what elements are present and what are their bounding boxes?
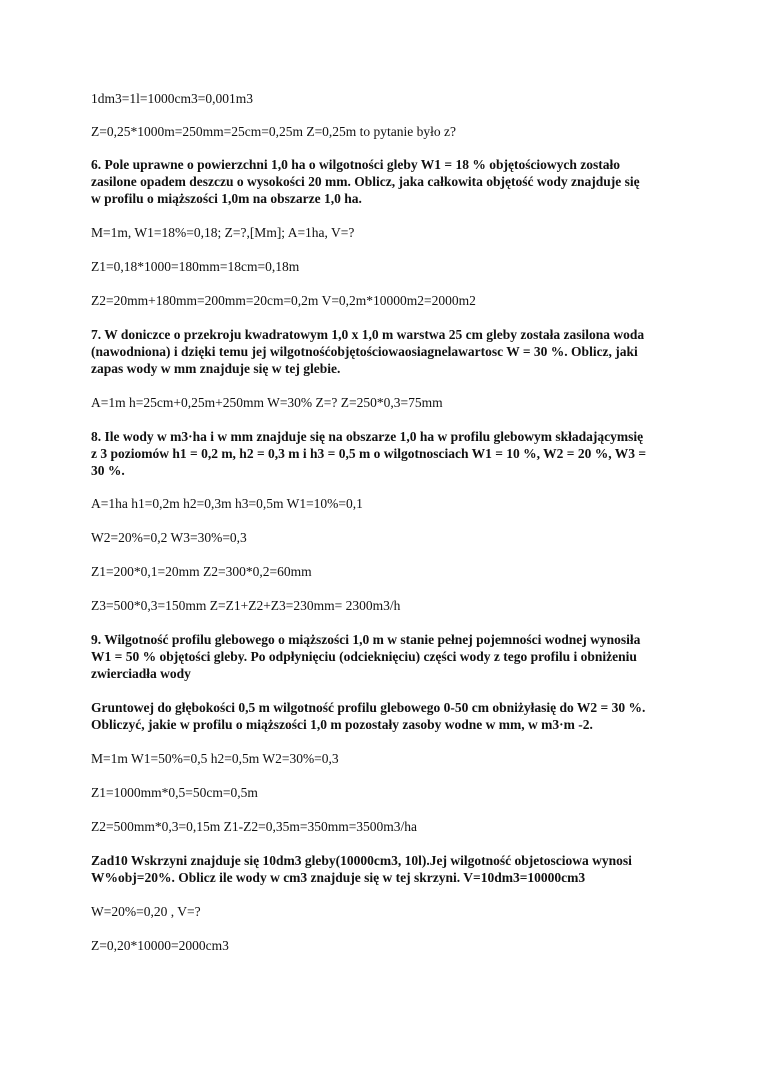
solution-line: Z1=0,18*1000=180mm=18cm=0,18m (91, 259, 300, 274)
problem-9-text: W1 = 50 % objętości gleby. Po odpłynięciu (odcieknięciu) części wody z tego profilu i obniżeniu (91, 649, 637, 664)
problem-7-text: (nawodniona) i dzięki temu jej wilgotnośćobjętościowaosiagnelawartosc W = 30 %. Oblicz, jaki (91, 344, 638, 359)
problem-7-text: zapas wody w mm znajduje się w tej glebie. (91, 361, 341, 376)
problem-9-text: Obliczyć, jakie w profilu o miąższości 1,0 m pozostały zasoby wodne w mm, w m3·m -2. (91, 717, 593, 732)
problem-9-text: Gruntowej do głębokości 0,5 m wilgotność profilu glebowego 0-50 cm obniżyłasię do W2 = 30 %. (91, 700, 646, 715)
problem-8-text: z 3 poziomów h1 = 0,2 m, h2 = 0,3 m i h3 = 0,5 m o wilgotnosciach W1 = 10 %, W2 = 20 %, W3 = (91, 446, 647, 461)
problem-6-text: 6. Pole uprawne o powierzchni 1,0 ha o wilgotności gleby W1 = 18 % objętościowych zostało (91, 157, 621, 172)
solution-line: Z=0,20*10000=2000cm3 (91, 938, 229, 953)
solution-line: W=20%=0,20 , V=? (91, 904, 201, 919)
solution-line: M=1m W1=50%=0,5 h2=0,5m W2=30%=0,3 (91, 751, 339, 766)
problem-6-text: zasilone opadem deszczu o wysokości 20 mm. Oblicz, jaka całkowita objętość wody znajduje się (91, 174, 640, 189)
problem-8-text: 30 %. (91, 463, 125, 478)
solution-line: A=1m h=25cm+0,25m+250mm W=30% Z=? Z=250*0,3=75mm (91, 395, 443, 410)
problem-9-text: zwierciadła wody (91, 666, 191, 681)
problem-7-text: 7. W doniczce o przekroju kwadratowym 1,0 x 1,0 m warstwa 25 cm gleby została zasilona woda (91, 327, 645, 342)
solution-line: A=1ha h1=0,2m h2=0,3m h3=0,5m W1=10%=0,1 (91, 496, 363, 511)
solution-line: W2=20%=0,2 W3=30%=0,3 (91, 530, 247, 545)
problem-10-text: Zad10 Wskrzyni znajduje się 10dm3 gleby(10000cm3, 10l).Jej wilgotność objetosciowa wynosi (91, 853, 632, 868)
text-line: 1dm3=1l=1000cm3=0,001m3 (91, 91, 253, 106)
problem-9-text: 9. Wilgotność profilu glebowego o miąższości 1,0 m w stanie pełnej pojemności wodnej wynosiła (91, 632, 641, 647)
solution-line: Z1=1000mm*0,5=50cm=0,5m (91, 785, 258, 800)
solution-line: Z2=20mm+180mm=200mm=20cm=0,2m V=0,2m*10000m2=2000m2 (91, 293, 476, 308)
problem-10-text: W%obj=20%. Oblicz ile wody w cm3 znajduje się w tej skrzyni. V=10dm3=10000cm3 (91, 870, 586, 885)
solution-line: Z3=500*0,3=150mm Z=Z1+Z2+Z3=230mm= 2300m3/h (91, 598, 401, 613)
solution-line: M=1m, W1=18%=0,18; Z=?,[Mm]; A=1ha, V=? (91, 225, 355, 240)
problem-6-text: w profilu o miąższości 1,0m na obszarze 1,0 ha. (91, 191, 362, 206)
problem-8-text: 8. Ile wody w m3·ha i w mm znajduje się na obszarze 1,0 ha w profilu glebowym składającymsię (91, 429, 644, 444)
solution-line: Z1=200*0,1=20mm Z2=300*0,2=60mm (91, 564, 312, 579)
text-line: Z=0,25*1000m=250mm=25cm=0,25m Z=0,25m to pytanie było z? (91, 124, 457, 139)
solution-line: Z2=500mm*0,3=0,15m Z1-Z2=0,35m=350mm=3500m3/ha (91, 819, 418, 834)
